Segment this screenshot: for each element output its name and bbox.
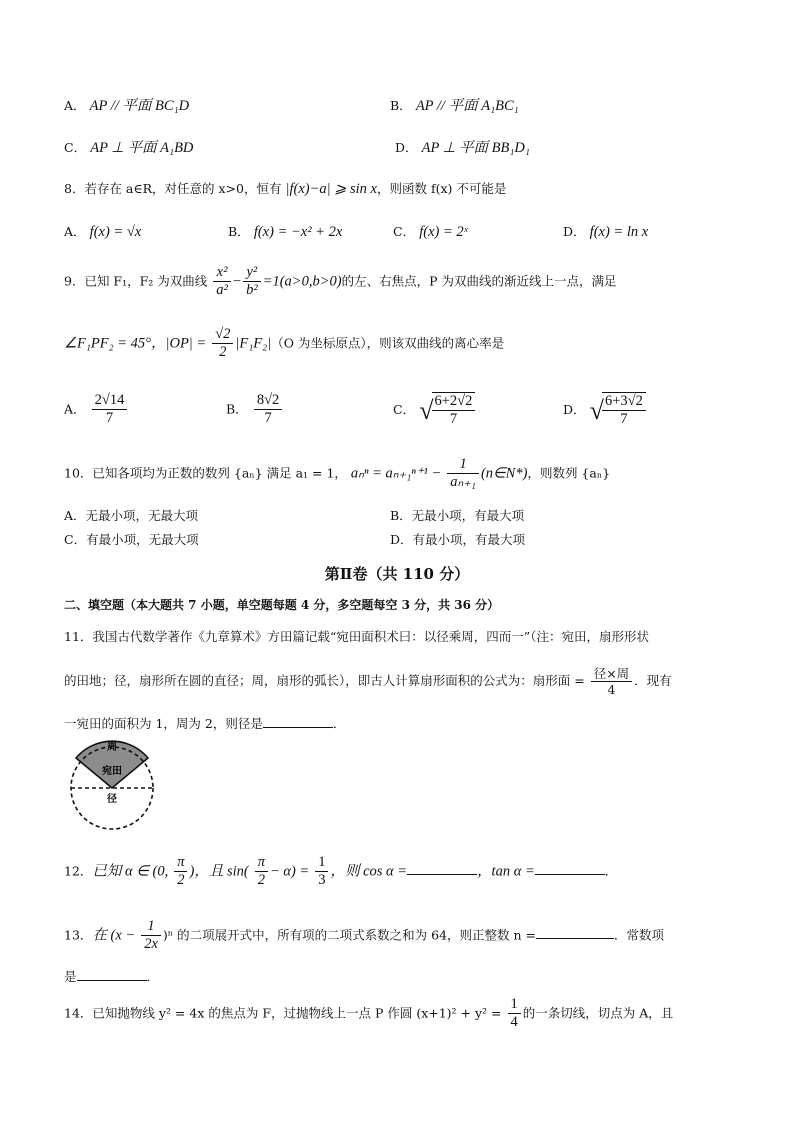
- q10-option-a: A．无最小项，无最大项: [64, 508, 199, 523]
- q11-line1: 11．我国古代数学著作《九章算术》方田篇记载“宛田面积术曰：以径乘周，四而一”（注：宛田，扇形形状: [64, 629, 649, 644]
- q8-option-b: B． f(x) = −x² + 2x: [228, 224, 343, 240]
- q9-option-a: A． $\frac{2√14}{7}$: [64, 392, 129, 428]
- q10-option-c: C．有最小项，无最大项: [64, 532, 199, 547]
- sector-figure: [64, 740, 160, 832]
- label-zhou: 周: [107, 742, 117, 753]
- q9-option-d: D． √ $\frac{6+3√2}{7}$: [563, 392, 648, 429]
- part2-title: 第Ⅱ卷（共 110 分）: [324, 565, 470, 583]
- q7-option-b: B． AP // 平面 A₁BC₁: [390, 98, 519, 114]
- q8-stem: 8．若存在 a∈R，对任意的 x>0，恒有 |f(x)−a| ⩾ sin x，则函数 f(x) 不可能是: [64, 181, 507, 197]
- q9-stem-line2: ∠F₁PF₂ = 45°，|OP| = $\frac{√2}{2}$ |F₁F₂|（O 为坐标原点），则该双曲线的离心率是: [64, 326, 505, 361]
- q12-tan-blank[interactable]: [535, 860, 605, 875]
- q10-option-b: B．无最小项，有最大项: [390, 508, 525, 523]
- q8-option-c: C． f(x) = 2ˣ: [393, 224, 468, 240]
- label-wantian: 宛田: [102, 766, 122, 777]
- q12-stem: 12．已知 α ∈ (0, $\frac{\pi}{2}$ )，且 sin( $\frac{\pi}{2}$ − α) = $\frac{1}{3}$ ，则 cos α = ，tan α = ．: [64, 854, 618, 889]
- q13-n-blank[interactable]: [536, 924, 614, 939]
- q11-line2: 的田地；径，扇形所在圆的直径；周，扇形的弧长），即古人计算扇形面积的公式为：扇形面 = $\frac{\text{径×周}}{4}$ ．现有: [64, 666, 672, 697]
- q7-option-a: A． AP // 平面 BC₁D: [64, 98, 190, 114]
- q7-option-c: C． AP ⊥ 平面 A₁BD: [64, 140, 194, 156]
- q8-option-d: D． f(x) = ln x: [563, 224, 649, 240]
- q13-stem-line2: 是 ．: [64, 966, 159, 984]
- q12-cos-blank[interactable]: [407, 860, 477, 875]
- q9-stem-line1: 9．已知 F₁，F₂ 为双曲线 $\frac{\text{x²}}{\text{a²}}$ − $\frac{\text{y²}}{\text{b²}}$ =1(a>0,b>0)的左、右焦点，P 为双曲线的渐近线上一点，满足: [64, 264, 617, 299]
- q7-option-d: D． AP ⊥ 平面 BB₁D₁: [395, 140, 530, 156]
- q10-option-d: D．有最小项，有最大项: [390, 532, 526, 547]
- q10-stem: 10．已知各项均为正数的数列 {aₙ} 满足 a₁ = 1， aₙⁿ = aₙ₊₁ⁿ⁺¹ − $\frac{1}{\text{aₙ₊₁}}$ (n∈N*)，则数列 {aₙ}: [64, 456, 611, 491]
- q14-stem: 14．已知抛物线 y² = 4x 的焦点为 F，过抛物线上一点 P 作圆 (x+1)² + y² = $\frac{1}{4}$ 的一条切线，切点为 A，且: [64, 996, 674, 1031]
- q11-line3: 一宛田的面积为 1，周为 2，则径是 ．: [64, 713, 345, 731]
- section2-header: 二、填空题（本大题共 7 小题，单空题每题 4 分，多空题每空 3 分，共 36 分）: [64, 598, 500, 612]
- label-jing: 径: [107, 794, 117, 805]
- q13-stem-line1: 13．在 (x − $\frac{1}{2x}$ )ⁿ 的二项展开式中，所有项的二项式系数之和为 64，则正整数 n = ．常数项: [64, 918, 665, 953]
- q9-option-b: B． $\frac{8√2}{7}$: [226, 392, 284, 428]
- q9-option-c: C． √ $\frac{6+2√2}{7}$: [393, 392, 477, 429]
- q8-option-a: A． f(x) = √x: [64, 224, 142, 240]
- q13-constant-blank[interactable]: [77, 966, 147, 981]
- q11-answer-blank[interactable]: [263, 713, 333, 728]
